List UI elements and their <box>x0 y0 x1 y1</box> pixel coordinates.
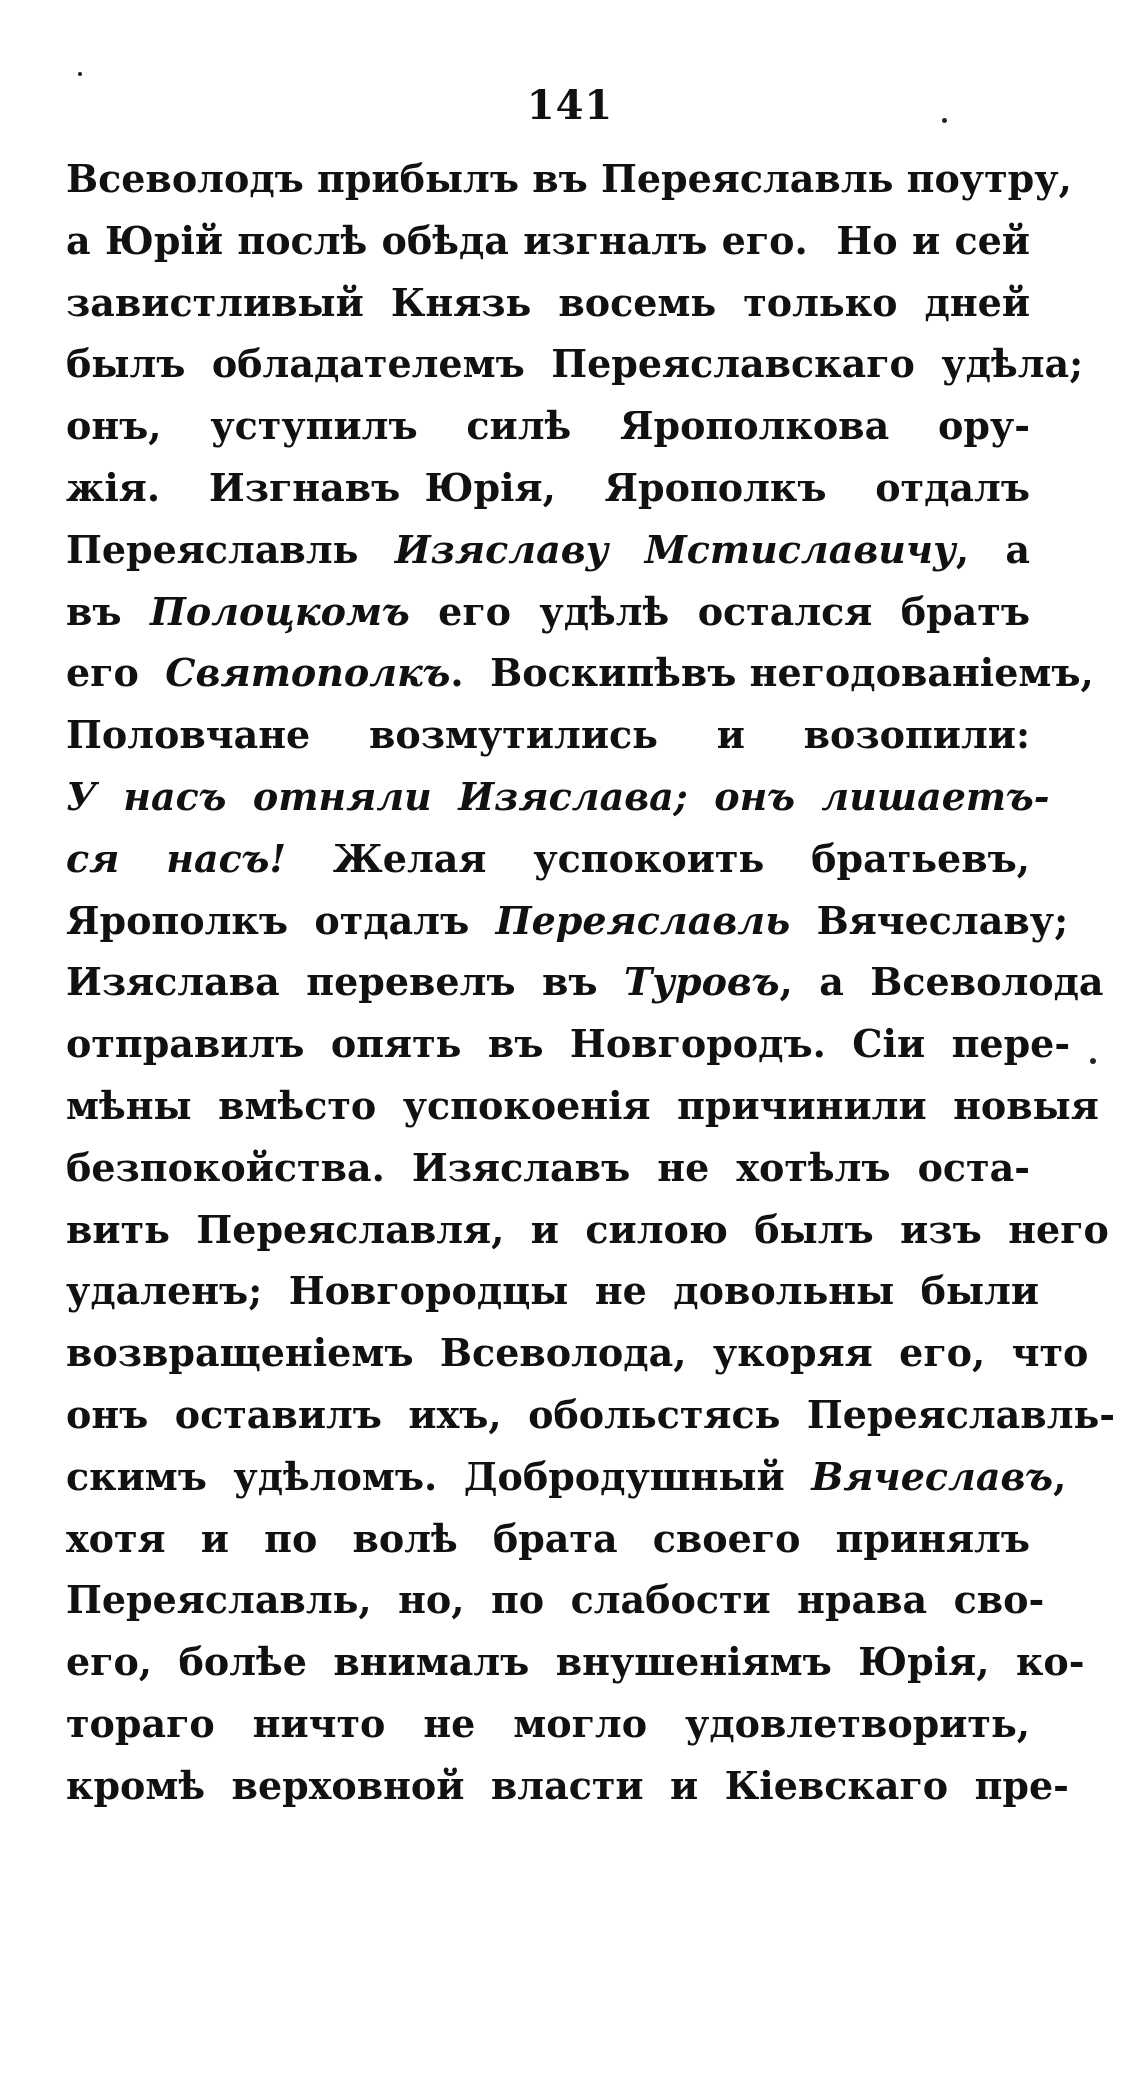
text-line <box>66 1631 1085 1693</box>
scan-speck <box>1090 1058 1096 1064</box>
text-line <box>66 148 1072 210</box>
text-segment: его удѣлѣ остался братъ <box>409 588 1031 634</box>
text-segment: Изяслава перевелъ въ <box>66 959 624 1005</box>
text-line <box>66 1508 1030 1570</box>
text-line <box>66 581 1030 643</box>
text-segment: , а <box>955 526 1030 572</box>
page-text <box>66 148 1116 1817</box>
text-line <box>66 1384 1116 1446</box>
text-segment: отправилъ опять въ Новгородъ. Сіи пере- <box>66 1021 1071 1067</box>
text-line <box>66 642 1094 704</box>
text-segment: Переяславль, но, по слабости нрава сво- <box>66 1577 1045 1623</box>
text-segment: Желая успокоить братьевъ, <box>286 835 1030 881</box>
text-segment: жія. Изгнавъ Юрія, Ярополкъ отдалъ <box>66 464 1030 510</box>
text-segment: а Юрій послѣ обѣда изгналъ его. Но и сей <box>66 217 1030 263</box>
text-line <box>66 1446 1067 1508</box>
text-line <box>66 1013 1071 1075</box>
text-segment: возвращеніемъ Всеволода, укоряя его, что <box>66 1330 1089 1376</box>
text-segment: онъ, уступилъ силѣ Ярополкова ору- <box>66 403 1030 449</box>
scan-speck <box>78 72 82 76</box>
text-segment: , а Всеволода <box>779 959 1104 1005</box>
text-segment: , <box>1053 1453 1067 1499</box>
italic-text: У насъ отняли Изяслава; онъ лишаетъ- <box>66 773 1050 819</box>
italic-text: Вячеславъ <box>811 1453 1054 1499</box>
text-line <box>66 1075 1099 1137</box>
text-segment: завистливый Князь восемь только дней <box>66 279 1030 325</box>
text-line <box>66 272 1030 334</box>
text-segment: Вячеславу; <box>790 897 1069 943</box>
text-segment: хотя и по волѣ брата своего принялъ <box>66 1515 1030 1561</box>
text-line <box>66 333 1084 395</box>
text-segment: Половчане возмутились и возопили: <box>66 712 1030 758</box>
text-segment: мѣны вмѣсто успокоенія причинили новыя <box>66 1082 1099 1128</box>
text-line <box>66 1693 1030 1755</box>
text-segment: вить Переяславля, и силою былъ изъ него <box>66 1206 1109 1252</box>
text-segment: тораго ничто не могло удовлетворить, <box>66 1700 1030 1746</box>
text-segment: удаленъ; Новгородцы не довольны были <box>66 1268 1040 1314</box>
text-segment: Всеволодъ прибылъ въ Переяславль поутру, <box>66 156 1072 201</box>
text-segment: скимъ удѣломъ. Добродушный <box>66 1453 812 1499</box>
text-line <box>66 890 1069 952</box>
text-segment: безпокойства. Изяславъ не хотѣлъ оста- <box>66 1144 1030 1190</box>
text-segment: его <box>66 650 166 696</box>
italic-text: Полоцкомъ <box>149 588 410 634</box>
italic-text: Изяславу Мстиславичу <box>394 526 956 572</box>
text-line <box>66 828 1030 890</box>
text-segment: онъ оставилъ ихъ, обольстясь Переяславль- <box>66 1391 1116 1437</box>
text-segment: кромѣ верховной власти и Кіевскаго пре- <box>66 1762 1069 1808</box>
text-line <box>66 704 1030 766</box>
italic-text: Переяславль <box>495 897 791 943</box>
text-line <box>66 519 1030 581</box>
italic-text: Туровъ <box>624 959 780 1005</box>
scan-speck <box>942 118 947 123</box>
text-line <box>66 1322 1089 1384</box>
text-line <box>66 1569 1045 1631</box>
text-segment: . Воскипѣвъ негодованіемъ, <box>450 650 1094 696</box>
text-line <box>66 766 1050 828</box>
text-line <box>66 395 1030 457</box>
text-segment: Ярополкъ отдалъ <box>66 897 496 943</box>
text-segment: въ <box>66 588 150 634</box>
text-segment: его, болѣе внималъ внушеніямъ Юрія, ко- <box>66 1639 1085 1685</box>
text-segment: Переяславль <box>66 526 395 572</box>
page-number: 141 <box>526 82 614 129</box>
text-segment: былъ обладателемъ Переяславскаго удѣла; <box>66 341 1084 387</box>
text-line <box>66 457 1030 519</box>
text-line <box>66 1260 1040 1322</box>
text-line <box>66 1199 1109 1261</box>
italic-text: ся насъ! <box>66 835 287 881</box>
text-line <box>66 951 1104 1013</box>
text-line <box>66 210 1030 272</box>
text-line <box>66 1755 1069 1817</box>
italic-text: Святополкъ <box>165 650 451 696</box>
text-line <box>66 1137 1030 1199</box>
